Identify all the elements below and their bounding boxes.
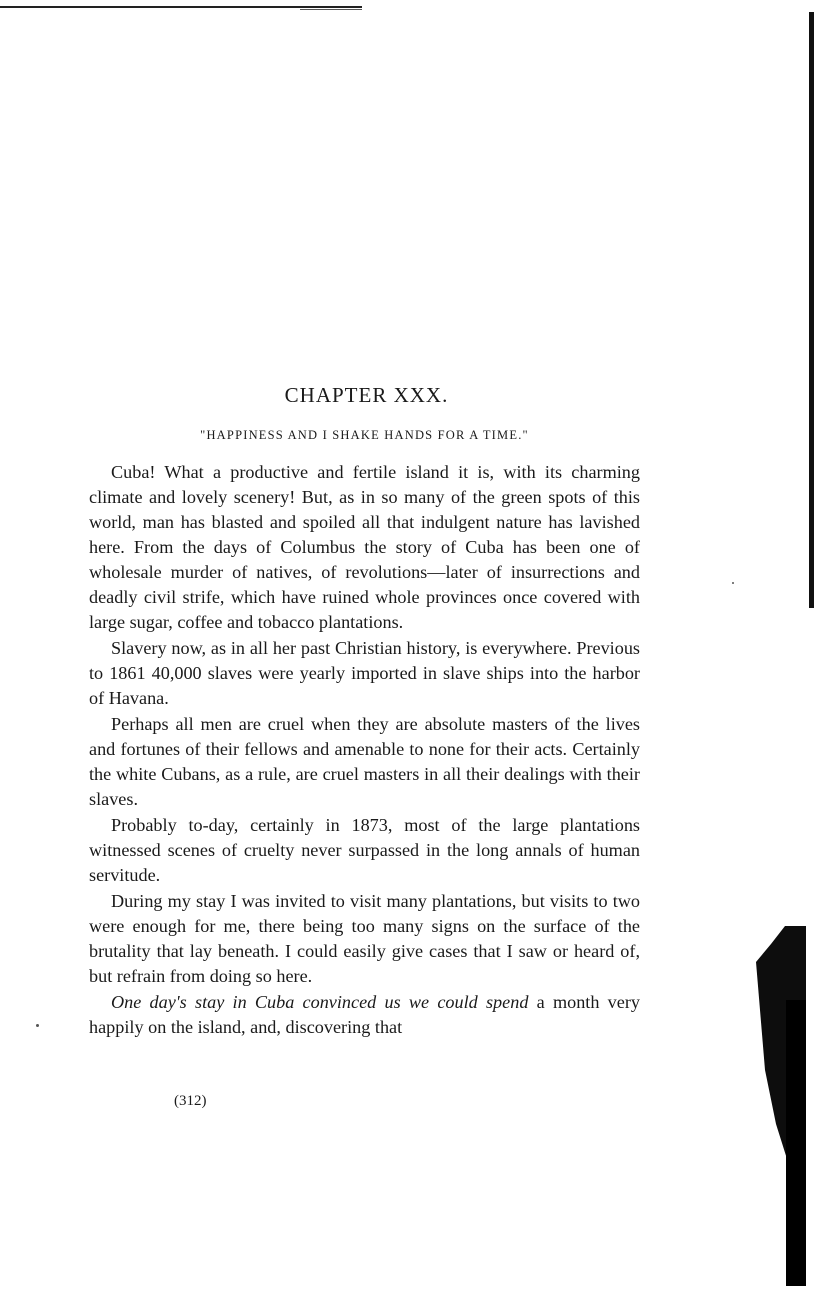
italic-text: One day's stay in Cuba convinced us we could spend bbox=[111, 992, 529, 1012]
scan-speck bbox=[732, 582, 734, 584]
chapter-title: CHAPTER XXX. bbox=[284, 383, 449, 407]
page-number: (312) bbox=[174, 1093, 207, 1109]
paragraph: Probably to-day, certainly in 1873, most of the large plantations witnessed scenes of cruelty never surpassed in the long annals of human servitude. bbox=[89, 815, 640, 885]
paragraph-last bbox=[89, 990, 640, 1040]
paragraph: During my stay I was invited to visit many plantations, but visits to two were enough for me, there being too many signs on the surface of the brutality that lay beneath. I could easily give cases that I saw or heard of, but refrain from doing so here. bbox=[89, 891, 640, 986]
paragraph: Perhaps all men are cruel when they are absolute masters of the lives and fortunes of their fellows and amenable to none for their acts. Certainly the white Cubans, as a rule, are cruel masters in all their dealings with their slaves. bbox=[89, 714, 640, 809]
binding-shadow-core bbox=[786, 1000, 806, 1286]
top-rule-fragment bbox=[300, 9, 362, 10]
page-edge-shadow bbox=[809, 12, 814, 608]
top-rule bbox=[0, 6, 362, 8]
paragraph: Cuba! What a productive and fertile island it is, with its charming climate and lovely scenery! But, as in so many of the green spots of this world, man has blasted and spoiled all that indulgent nature has lavished here. From the days of Columbus the story of Cuba has been one of wholesale murder of natives, of revolutions—later of insurrections and deadly civil strife, which have ruined whole provinces once covered with large sugar, coffee and tobacco plantations. bbox=[89, 462, 640, 632]
chapter-subtitle: "HAPPINESS AND I SHAKE HANDS FOR A TIME." bbox=[200, 428, 529, 442]
page-body bbox=[89, 383, 640, 1040]
paragraph: Slavery now, as in all her past Christian history, is everywhere. Previous to 1861 40,000 slaves were yearly imported in slave ships into the harbor of Havana. bbox=[89, 638, 640, 708]
scan-speck bbox=[36, 1024, 39, 1027]
paragraph-text: a month very happily on the island, and, discovering that bbox=[89, 992, 640, 1037]
